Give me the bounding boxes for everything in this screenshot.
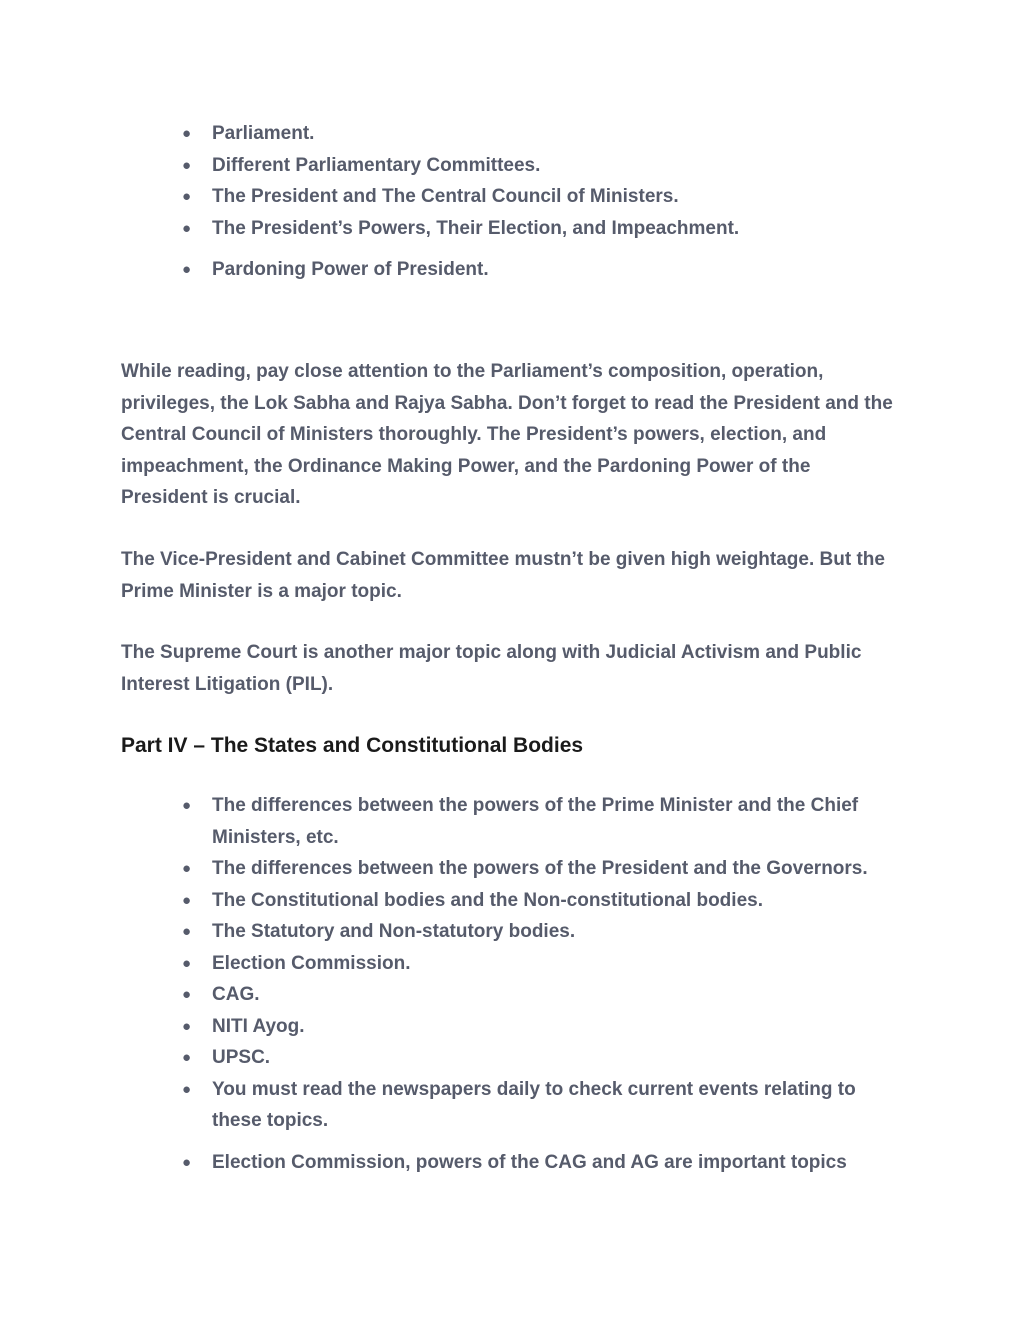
list-item-text: Election Commission. — [212, 952, 411, 974]
topic-list-2 — [182, 790, 902, 1178]
list-item — [182, 181, 902, 213]
list-item-text: The President’s Powers, Their Election, and Impeachment. — [212, 217, 740, 239]
bullet-icon: ● — [182, 986, 192, 1003]
bullet-icon: ● — [182, 1017, 192, 1035]
list-item — [182, 1147, 902, 1179]
section-heading: Part IV – The States and Constitutional Bodies — [121, 734, 584, 757]
bullet-icon: ● — [182, 1153, 192, 1171]
paragraph: While reading, pay close attention to the Parliament’s composition, operation, privileges, the Lok Sabha and Rajya Sabha. Don’t forget to read the President and the Central Council of Ministers thoroughly. The President’s powers, election, and impeachment, the Ordinance Making Power, and the Pardoning Power of the President is crucial. — [121, 361, 893, 508]
list-item — [182, 213, 902, 245]
list-item-text: Parliament. — [212, 123, 315, 144]
list-item-text: You must read the newspapers daily to check current events relating to these topics. — [212, 1078, 856, 1131]
list-item — [182, 254, 902, 286]
bullet-icon: ● — [182, 188, 192, 205]
bullet-icon: ● — [182, 923, 192, 940]
list-item — [182, 979, 902, 1011]
bullet-icon: ● — [182, 797, 192, 814]
list-item-text: NITI Ayog. — [212, 1015, 305, 1037]
list-item-text: Pardoning Power of President. — [212, 259, 489, 280]
bullet-icon: ● — [182, 219, 192, 237]
list-item-text: CAG. — [212, 984, 260, 1005]
list-item — [182, 150, 902, 182]
list-item — [182, 1042, 902, 1074]
list-item-text: Election Commission, powers of the CAG and AG are important topics — [212, 1151, 847, 1173]
bullet-icon: ● — [182, 261, 192, 278]
bullet-icon: ● — [182, 1049, 192, 1066]
list-item — [182, 790, 902, 853]
bullet-icon: ● — [182, 1080, 192, 1098]
list-item — [182, 1011, 902, 1043]
bullet-icon: ● — [182, 954, 192, 972]
bullet-icon: ● — [182, 891, 192, 909]
list-item — [182, 118, 902, 150]
list-item-text: Different Parliamentary Committees. — [212, 154, 541, 176]
bullet-icon: ● — [182, 125, 192, 142]
topic-list-1 — [182, 118, 902, 286]
list-item-text: The Constitutional bodies and the Non-constitutional bodies. — [212, 889, 763, 911]
list-item — [182, 1074, 902, 1137]
list-item-text: The differences between the powers of the Prime Minister and the Chief Ministers, etc. — [212, 795, 859, 848]
list-item — [182, 853, 902, 885]
list-item — [182, 948, 902, 980]
list-item-text: The President and The Central Council of Ministers. — [212, 186, 679, 207]
list-item-text: The differences between the powers of the President and the Governors. — [212, 858, 868, 879]
list-item-text: The Statutory and Non-statutory bodies. — [212, 921, 576, 942]
bullet-icon: ● — [182, 860, 192, 877]
paragraph: The Vice-President and Cabinet Committee mustn’t be given high weightage. But the Prime Minister is a major topic. — [121, 549, 885, 602]
paragraph: The Supreme Court is another major topic along with Judicial Activism and Public Interest Litigation (PIL). — [121, 642, 862, 695]
list-item — [182, 916, 902, 948]
list-item — [182, 885, 902, 917]
list-item-text: UPSC. — [212, 1047, 271, 1068]
bullet-icon: ● — [182, 156, 192, 174]
